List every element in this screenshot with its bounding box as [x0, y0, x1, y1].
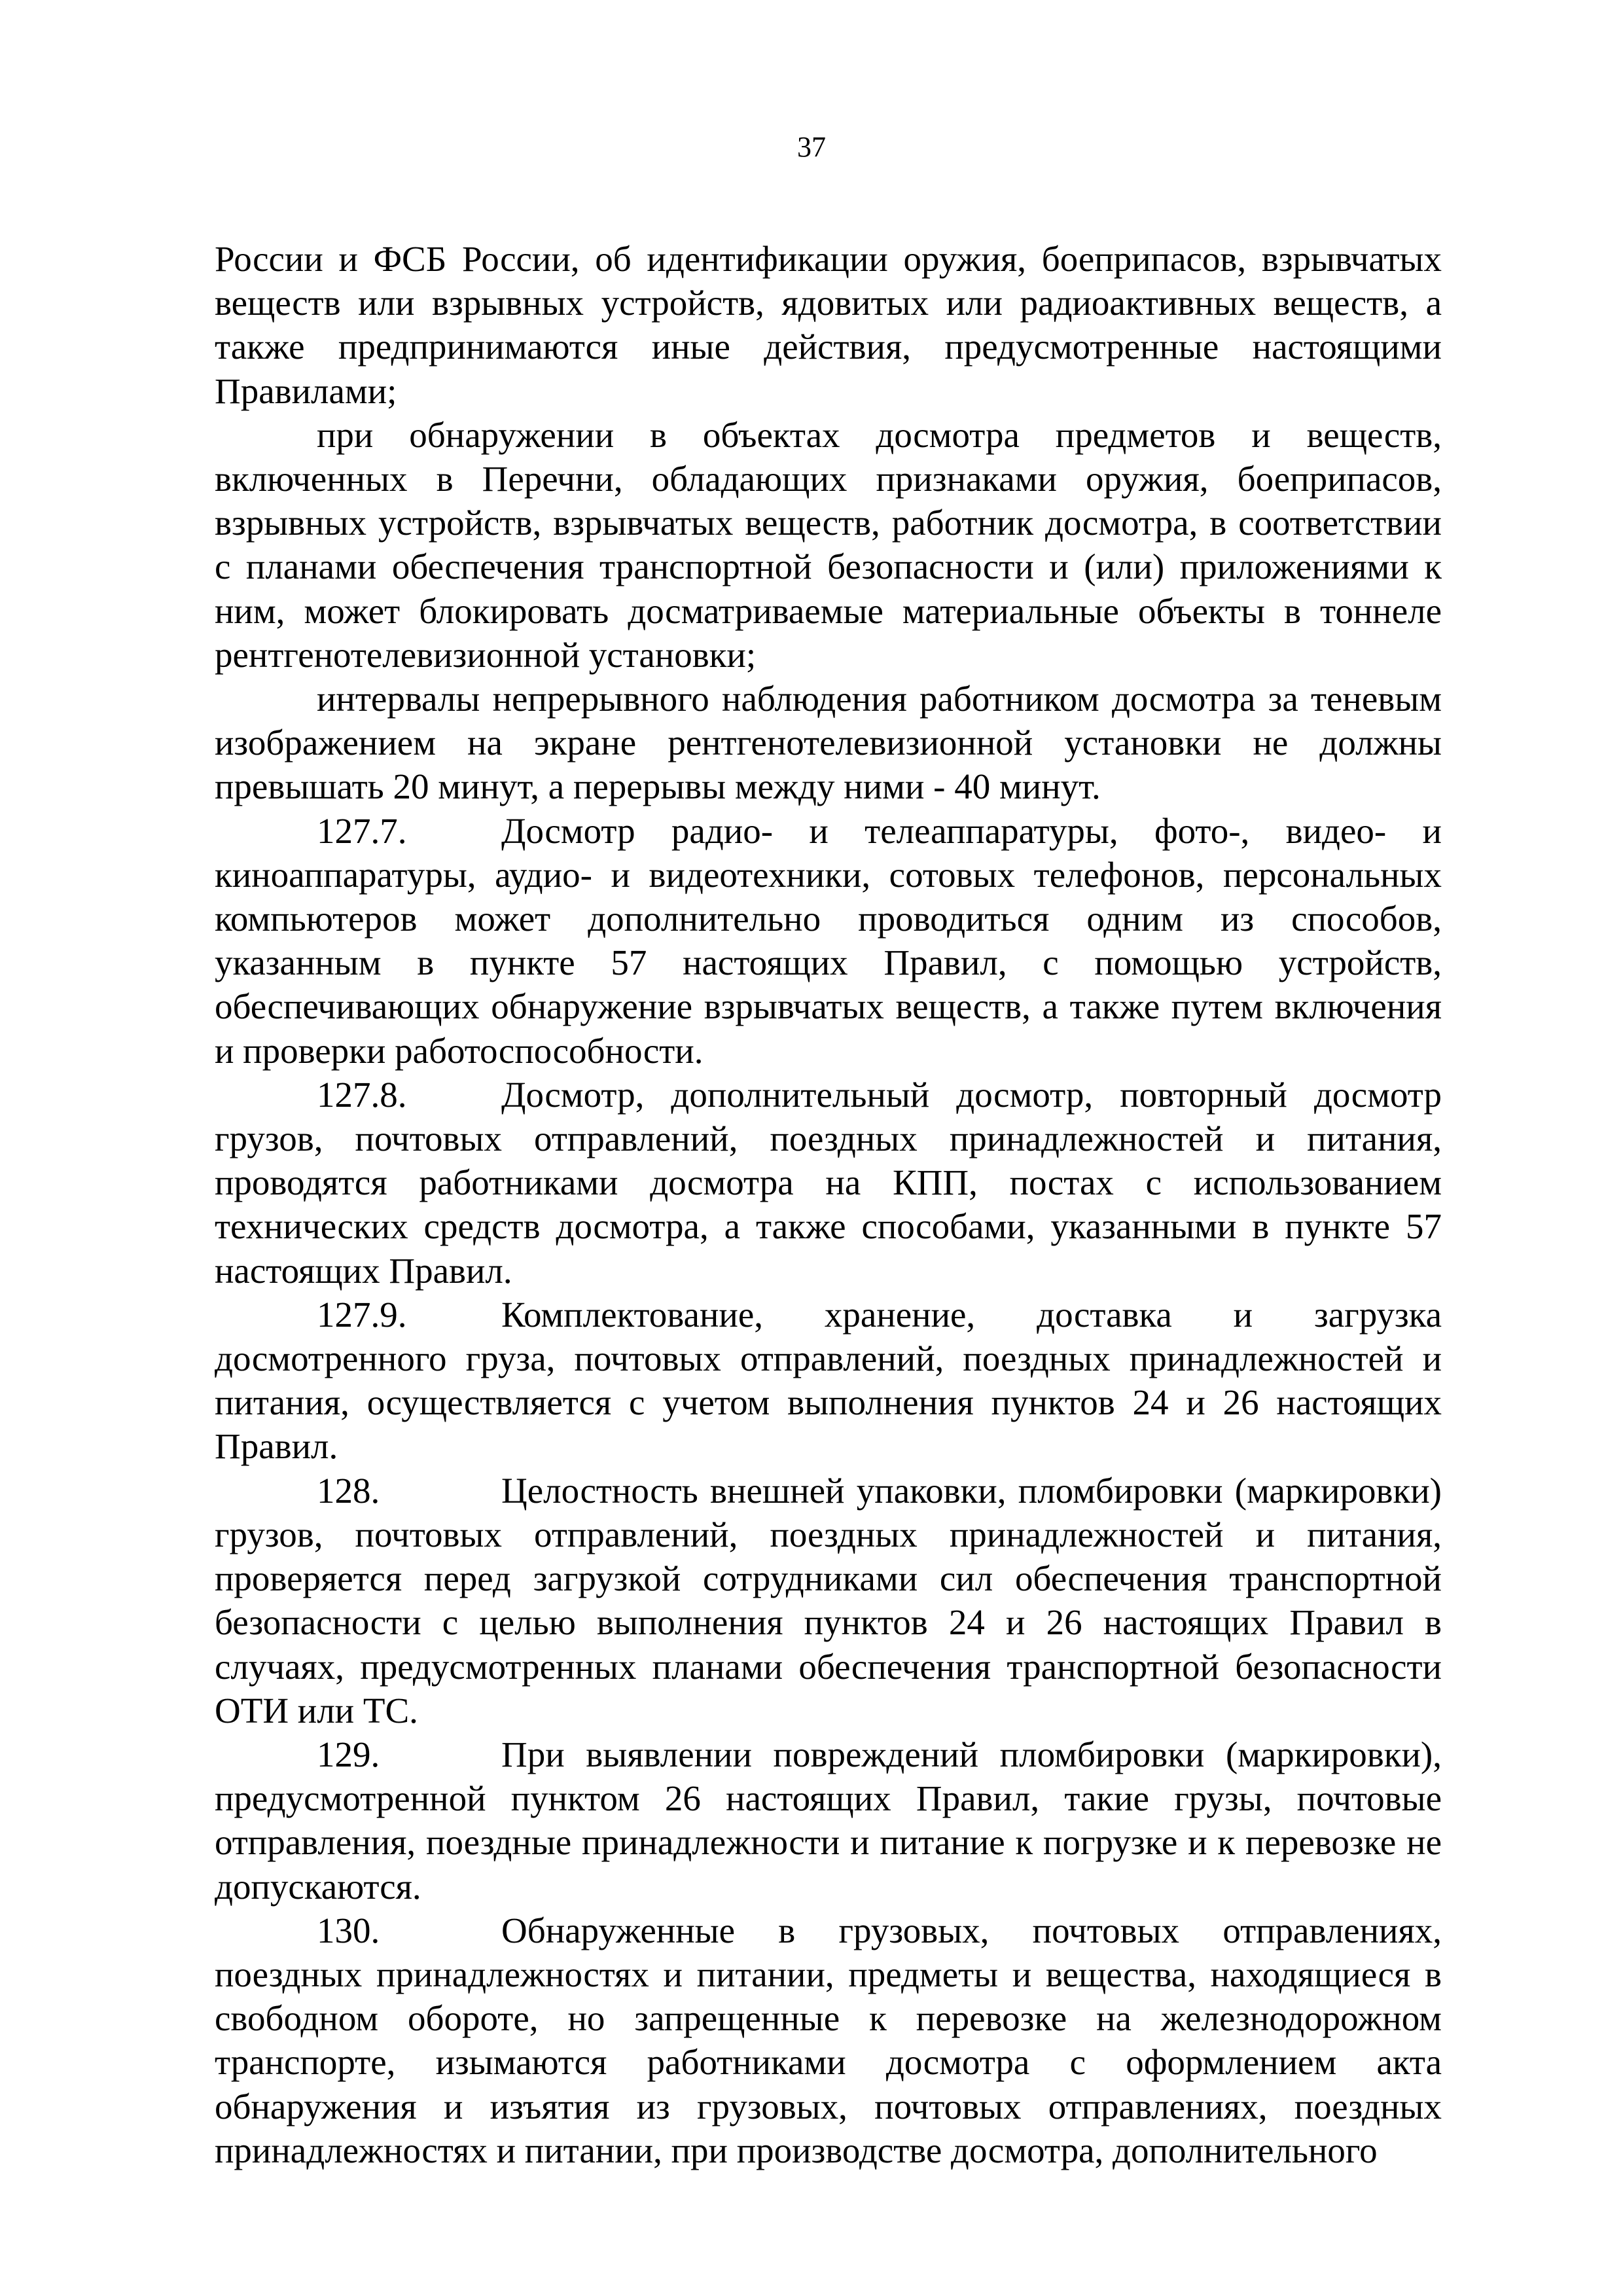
paragraph-detection-blocking: [215, 413, 1442, 677]
clause-text: Досмотр, дополнительный досмотр, повторный досмотр грузов, почтовых отправлений, поездных принадлежностей и питания, проводятся работниками досмотра на КПП, постах с использованием технических средств досмотра, а также способами, указанными в пункте 57 настоящих Правил.: [215, 1074, 1442, 1291]
paragraph-text: России и ФСБ России, об идентификации оружия, боеприпасов, взрывчатых веществ или взрывных устройств, ядовитых или радиоактивных веществ, а также предпринимаются иные действия, предусмотренные настоящими Правилами;: [215, 239, 1442, 411]
clause-127-8: [215, 1073, 1442, 1293]
paragraph-text: при обнаружении в объектах досмотра предметов и веществ, включенных в Перечни, обладающих признаками оружия, боеприпасов, взрывных устройств, взрывчатых веществ, работник досмотра, в соответствии с планами обеспечения транспортной безопасности и (или) приложениями к ним, может блокировать досматриваемые материальные объекты в тоннеле рентгенотелевизионной установки;: [215, 414, 1442, 675]
clause-text: Обнаруженные в грузовых, почтовых отправлениях, поездных принадлежностях и питании, предметы и вещества, находящиеся в свободном обороте, но запрещенные к перевозке на железнодорожном транспорте, изымаются работниками досмотра с оформлением акта обнаружения и изъятия из грузовых, почтовых отправлениях, поездных принадлежностях и питании, при производстве досмотра, дополнительного: [215, 1910, 1442, 2170]
paragraph-observation-intervals: [215, 677, 1442, 809]
clause-number: 127.9.: [317, 1294, 407, 1335]
clause-128: [215, 1469, 1442, 1732]
clause-text: Досмотр радио- и телеаппаратуры, фото-, видео- и киноаппаратуры, аудио- и видеотехники, сотовых телефонов, персональных компьютеров может дополнительно проводиться одним из способов, указанным в пункте 57 настоящих Правил, с помощью устройств, обеспечивающих обнаружение взрывчатых веществ, а также путем включения и проверки работоспособности.: [215, 810, 1442, 1071]
clause-number: 127.8.: [317, 1074, 407, 1115]
page-number: 37: [797, 131, 826, 163]
paragraph-text: интервалы непрерывного наблюдения работником досмотра за теневым изображением на экране рентгенотелевизионной установки не должны превышать 20 минут, а перерывы между ними - 40 минут.: [215, 679, 1442, 807]
clause-number: 130.: [317, 1910, 380, 1950]
clause-number: 127.7.: [317, 810, 407, 851]
document-body: [215, 237, 1442, 2172]
clause-text: Комплектование, хранение, доставка и загрузка досмотренного груза, почтовых отправлений, поездных принадлежностей и питания, осуществляется с учетом выполнения пунктов 24 и 26 настоящих Правил.: [215, 1294, 1442, 1467]
clause-127-7: [215, 809, 1442, 1073]
clause-text: Целостность внешней упаковки, пломбировки (маркировки) грузов, почтовых отправлений, поездных принадлежностей и питания, проверяется перед загрузкой сотрудниками сил обеспечения транспортной безопасности с целью выполнения пунктов 24 и 26 настоящих Правил в случаях, предусмотренных планами обеспечения транспортной безопасности ОТИ или ТС.: [215, 1470, 1442, 1731]
clause-127-9: [215, 1293, 1442, 1469]
clause-129: [215, 1732, 1442, 1909]
paragraph-continuation: [215, 237, 1442, 413]
clause-130: [215, 1909, 1442, 2172]
clause-number: 129.: [317, 1734, 380, 1774]
clause-text: При выявлении повреждений пломбировки (маркировки), предусмотренной пунктом 26 настоящих Правил, такие грузы, почтовые отправления, поездные принадлежности и питание к погрузке и к перевозке не допускаются.: [215, 1734, 1442, 1907]
clause-number: 128.: [317, 1470, 380, 1511]
